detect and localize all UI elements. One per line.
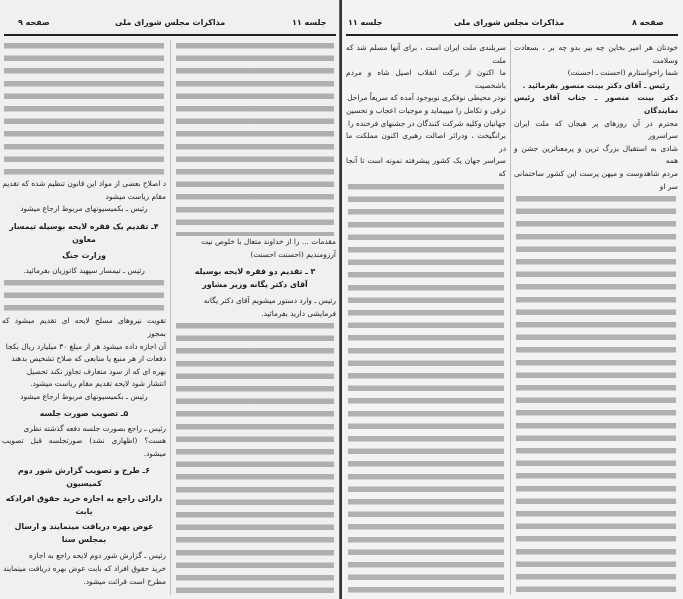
- text-line: مطرح است قرائت میشود.: [83, 576, 166, 586]
- header-rule: [4, 34, 336, 36]
- text-line: جهانیان وکلیه شرکت کنندگان در جشنهای فرخنده را: [348, 118, 506, 128]
- text-line: هست؟ (اظهاری نشد) صورتجلسه قبل تصویب میشود.: [2, 436, 166, 458]
- text-line: رئیس ـ بکمیسیونهای مربوط ارجاع میشود: [20, 391, 148, 401]
- heading-line: وزارت جنگ: [62, 250, 106, 260]
- text-line: رئیس ـ راجع بصورت جلسه دفعه گذشته نظری: [23, 423, 166, 433]
- left-page: [0, 0, 340, 599]
- heading-line: ۶ـ طرح و تصویب گزارش شور دوم کمیسیون: [18, 466, 150, 489]
- page-number: صفحه ۹: [18, 18, 50, 27]
- section-heading-4: [2, 220, 166, 262]
- paragraph: [514, 42, 678, 193]
- column-c: [346, 40, 506, 595]
- paragraph: [346, 42, 506, 181]
- column-divider: [510, 40, 511, 595]
- section-heading-5: [2, 407, 166, 420]
- text-line: رئیس ـ وارد دستور میشویم آقای دکتر یگانه: [203, 296, 336, 306]
- text-line: رئیس ـ بکمیسیونهای مربوط ارجاع میشود: [20, 204, 148, 214]
- text-line: ترقی و تکامل را میپیماید و موجبات اعجاب و تحسین: [346, 105, 506, 115]
- heading-line: ۳ ـ تقدیم دو فقره لایحه بوسیله: [194, 267, 316, 277]
- text-line: آرزومندیم (احسنت احسنت): [250, 249, 336, 259]
- running-title: مذاکرات مجلس شورای ملی: [454, 18, 565, 27]
- text-line: نودر محیطی نوفکری نوبوجود آمده که سریعاً مراحل: [347, 93, 506, 103]
- heading-line: ۵ـ تصویب صورت جلسه: [39, 408, 129, 418]
- paragraph: [2, 423, 166, 461]
- illegible-text: [516, 193, 676, 595]
- text-line: رئیس ـ آقای دکتر بینت منصور بفرمائید .: [522, 80, 670, 90]
- right-page: [342, 0, 683, 599]
- text-line: مردم شاهدوست و میهن پرست این کشور ساختمانی سر او: [514, 168, 678, 191]
- section-heading-6: [2, 464, 166, 546]
- heading-line: آقای دکتر یگانه وزیر مشاور: [202, 280, 308, 290]
- text-line: فرمایشی دارید بفرمائید.: [261, 308, 336, 318]
- text-line: بهره ای که از سود متعارف تجاوز نکند تحصیل: [26, 366, 166, 376]
- column-divider: [170, 40, 171, 595]
- session-number: جلسه ۱۱: [348, 18, 383, 27]
- illegible-text: [348, 181, 504, 595]
- text-line: تقویت نیروهای مسلح لایحه ای تقدیم میشود که بمجوز: [2, 316, 166, 338]
- illegible-text: [4, 277, 164, 315]
- text-line: خرید حقوق افراد که بابت عوض بهره دریافت مینمایند: [3, 563, 166, 573]
- text-line: برانگیخت ، ودراثر اصالت رهبری اکنون مملکت ما در: [346, 131, 506, 153]
- heading-line: ۴ـ تقدیم یک فقره لایحه بوسیله تیمسار معاون: [9, 221, 159, 244]
- text-line: شادی به استقبال بزرگ ترین و پرمعناترین جشن و همه: [514, 143, 678, 166]
- text-line: سربلندی ملت ایران است ، برای آنها مسلم شد که ملت: [346, 43, 506, 65]
- text-line: رئیس ـ گزارش شور دوم لایحه راجع به اجازه: [29, 551, 166, 561]
- text-line: رئیس ـ تیمسار سپهبد کاتوزیان بفرمائید.: [23, 265, 145, 275]
- heading-line: عوض بهره دریافت مینمایند و ارسال بمجلس سنا: [14, 522, 154, 545]
- text-line: مقام ریاست میشود: [105, 191, 166, 201]
- text-line: د اصلاح بعضی از مواد این قانون تنظیم شده که تقدیم: [2, 179, 166, 188]
- paragraph: [174, 295, 336, 320]
- paragraph: [174, 236, 336, 261]
- text-line: مقدمات ... را از خداوند متعال با خلوص نیت: [201, 237, 336, 246]
- paragraph: [2, 550, 166, 588]
- session-number: جلسه ۱۱: [292, 18, 327, 27]
- text-line: محترم در آن روزهای پر هیجان که ملت ایران سراسرور: [514, 118, 678, 141]
- paragraph: [2, 178, 166, 216]
- illegible-text: [176, 320, 334, 595]
- text-line: انتشار شود لایحه تقدیم مقام ریاست میشود.: [30, 379, 166, 389]
- text-line: ما اکنون از برکت انقلاب اصیل شاه و مردم باشخصیت: [346, 68, 506, 90]
- paragraph: [2, 265, 166, 278]
- header-rule: [346, 34, 678, 36]
- column-a: [2, 40, 166, 595]
- page-number: صفحه ۸: [632, 18, 664, 27]
- running-title: مذاکرات مجلس شورای ملی: [115, 18, 226, 27]
- illegible-text: [176, 40, 334, 236]
- paragraph: [2, 315, 166, 403]
- column-d: [514, 40, 678, 595]
- heading-line: دارائی راجع به اجازه خرید حقوق افرادکه بابت: [5, 494, 163, 517]
- illegible-text: [4, 40, 164, 178]
- text-line: دفعات از هر منبع یا منابعی که صلاح تشخیص بدهند: [11, 354, 166, 364]
- column-b: [174, 40, 336, 595]
- text-line: سراسر جهان یک کشور پیشرفته نمونه است تا آنجا که: [346, 156, 506, 178]
- text-line: شما راخواستارم (احسنت ـ احسنت): [567, 68, 678, 78]
- text-line: آن اجازه داده میشود هر از مبلغ ۳۰ میلیارد ریال بکجا: [5, 341, 166, 351]
- text-line: دکتر بینت منصور ـ جناب آقای رئیس نمایندگان: [514, 93, 678, 115]
- text-line: خودتان هر امیر بخاین چه بیر بدو چه بر ، بسعادت وسلامت: [514, 43, 678, 65]
- section-heading-3: [174, 265, 336, 291]
